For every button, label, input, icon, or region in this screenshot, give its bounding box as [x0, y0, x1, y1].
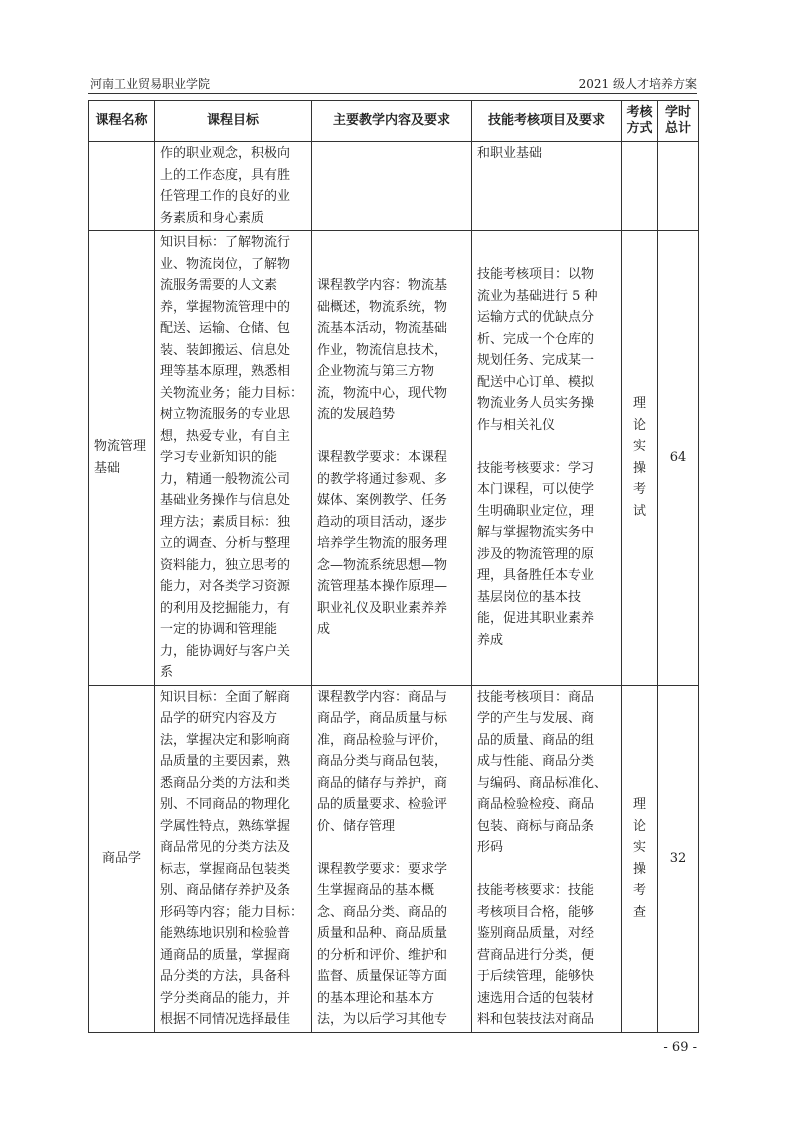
course-goal-cell: 知识目标：了解物流行 业、物流岗位，了解物 流服务需要的人文素 养，掌握物流管理中的 配送、运输、仓储、包 装、装卸搬运、信息处 理等基本原理，熟悉相 关物流业务；能力目标： 树立物流服务的专业思 想，热爱专业，有自主 学习专业新知识的能 力，精通一般物流公司 基础业务操作与信息处 理方法；素质目标：独 立的调查、分析与整理 资料能力，独立思考的 能力，对各类学习资源 的利用及挖掘能力，有 一定的协调和管理能 力，能协调好与客户关 系 [155, 231, 312, 686]
header-plan: 2021 级人才培养方案 [578, 77, 697, 91]
method-cell [622, 142, 658, 231]
header-school: 河南工业贸易职业学院 [90, 77, 211, 91]
skill-cell: 技能考核项目：以物 流业为基础进行 5 种 运输方式的优缺点分 析、完成一个仓库的 规划任务、完成某一 配送中心订单、模拟 物流业务人员实务操 作与相关礼仪 技能考核要求：学习 本门课程，可以使学 生明确职业定位，理 解与掌握物流实务中 涉及的物流管理的原 理，具备胜任本专业 基层岗位的基本技 能，促进其职业素养 养成 [472, 231, 622, 686]
hours-cell: 32 [658, 685, 699, 1032]
col-header-course-name: 课程名称 [89, 101, 155, 142]
table-header-row [89, 101, 699, 142]
course-name-cell: 物流管理 基础 [89, 231, 155, 686]
method-cell: 理论 实操 考试 [622, 231, 658, 686]
table-row [89, 142, 699, 231]
skill-cell: 技能考核项目：商品 学的产生与发展、商 品的质量、商品的组 成与性能、商品分类 与编码、商品标准化、 商品检验检疫、商品 包装、商标与商品条 形码 技能考核要求：技能 考核项目合格，能够 鉴别商品质量，对经 营商品进行分类，便 于后续管理，能够快 速选用合适的包装材 料和包装技法对商品 [472, 685, 622, 1032]
hours-cell: 64 [658, 231, 699, 686]
skill-cell: 和职业基础 [472, 142, 622, 231]
col-header-content: 主要教学内容及要求 [312, 101, 472, 142]
table-row [89, 685, 699, 1032]
course-name-cell: 商品学 [89, 685, 155, 1032]
course-goal-cell: 知识目标：全面了解商 品学的研究内容及方 法，掌握决定和影响商 品质量的主要因素，熟 悉商品分类的方法和类 别、不同商品的物理化 学属性特点，熟练掌握 商品常见的分类方法及 标志，掌握商品包装类 别、商品储存养护及条 形码等内容；能力目标： 能熟练地识别和检验普 通商品的质量，掌握商 品分类的方法，具备科 学分类商品的能力，并 根据不同情况选择最佳 [155, 685, 312, 1032]
table-row [89, 231, 699, 686]
course-name-cell [89, 142, 155, 231]
curriculum-table [88, 100, 699, 1033]
hours-cell [658, 142, 699, 231]
content-cell: 课程教学内容：商品与 商品学，商品质量与标 准，商品检验与评价， 商品分类与商品包装， 商品的储存与养护，商 品的质量要求、检验评 价、储存管理 课程教学要求：要求学 生掌握商品的基本概 念、商品分类、商品的 质量和品种、商品质量 的分析和评价、维护和 监督、质量保证等方面 的基本理论和基本方 法，为以后学习其他专 [312, 685, 472, 1032]
page-number: - 69 - [663, 1040, 697, 1055]
header-divider [88, 93, 697, 94]
col-header-course-goal: 课程目标 [155, 101, 312, 142]
content-cell [312, 142, 472, 231]
course-goal-cell: 作的职业观念，积极向 上的工作态度，具有胜 任管理工作的良好的业 务素质和身心素质 [155, 142, 312, 231]
method-cell: 理论 实操 考查 [622, 685, 658, 1032]
col-header-method: 考核 方式 [622, 101, 658, 142]
content-cell: 课程教学内容：物流基 础概述，物流系统，物 流基本活动，物流基础 作业，物流信息技术， 企业物流与第三方物 流，物流中心，现代物 流的发展趋势 课程教学要求：本课程 的教学将通过参观、多 媒体、案例教学、任务 趋动的项目活动，逐步 培养学生物流的服务理 念—物流系统思想—物 流管理基本操作原理— 职业礼仪及职业素养养 成 [312, 231, 472, 686]
col-header-skill: 技能考核项目及要求 [472, 101, 622, 142]
col-header-hours: 学时 总计 [658, 101, 699, 142]
